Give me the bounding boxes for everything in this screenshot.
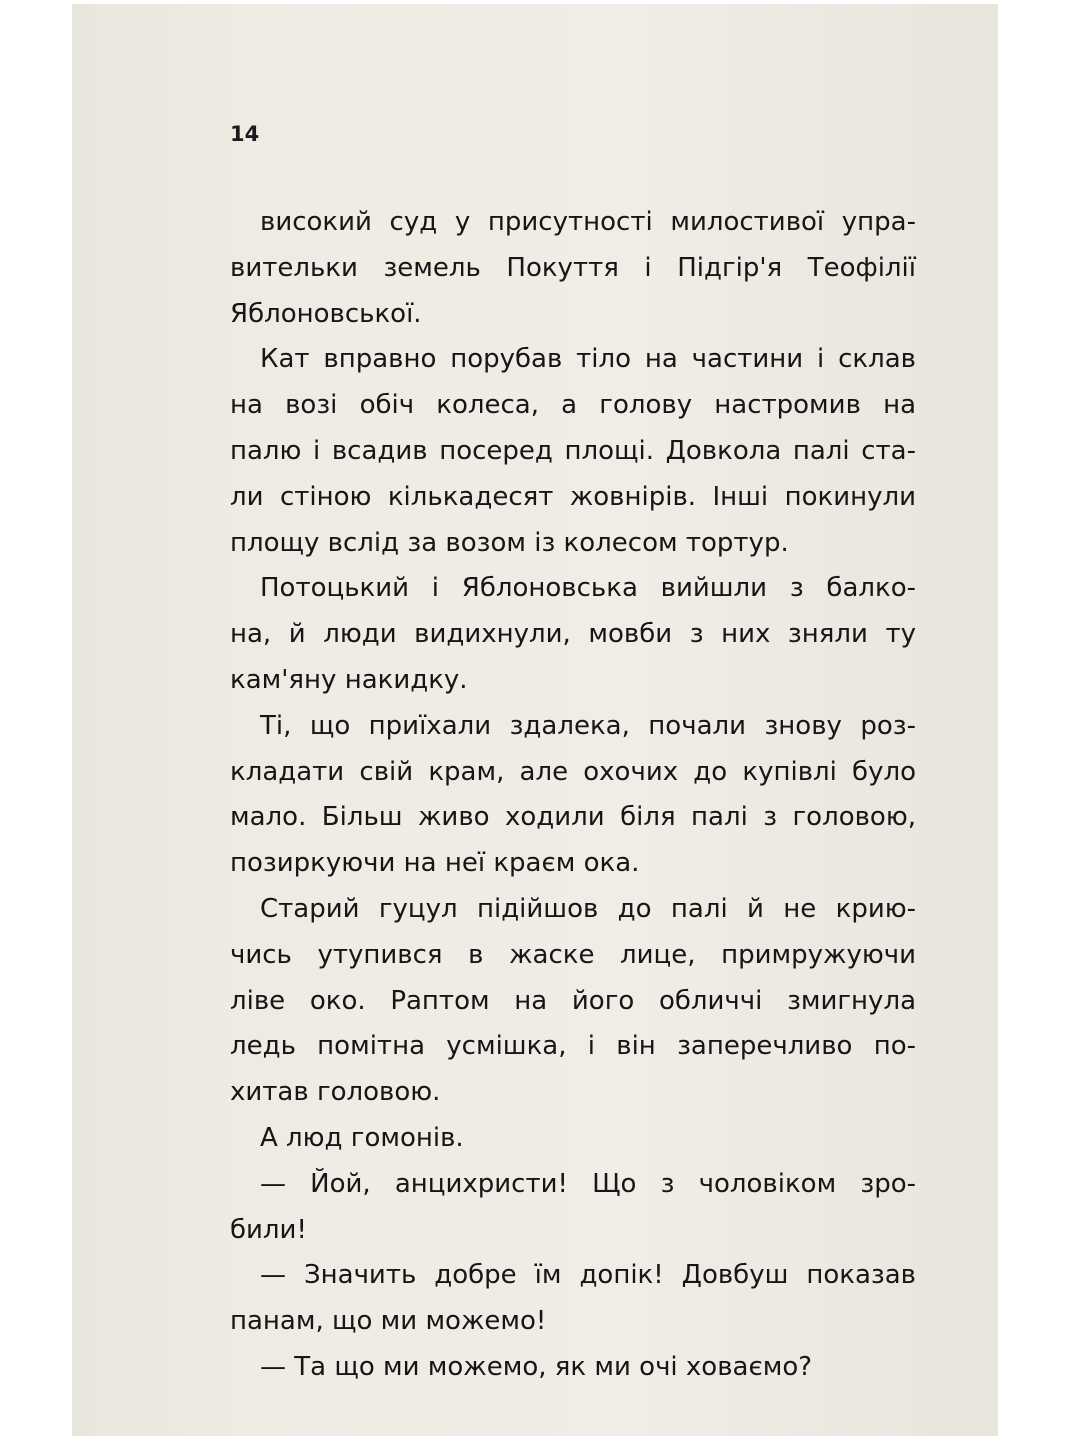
text-line: били! — [230, 1214, 307, 1245]
text-line: палю і всадив посеред площі. Довкола палі ста- — [230, 435, 916, 466]
text-line: мало. Більш живо ходили біля палі з головою, — [230, 802, 916, 833]
text-line: на, й люди видихнули, мовби з них зняли ту — [230, 619, 916, 650]
text-line: чись утупився в жаске лице, примружуючи — [230, 939, 916, 970]
text-line: Яблоновської. — [230, 298, 422, 329]
text-line: хитав головою. — [230, 1077, 441, 1108]
body-text — [230, 200, 916, 1391]
text-line: — Йой, анцихристи! Що з чоловіком зро- — [260, 1168, 916, 1199]
text-line: позиркуючи на неї краєм ока. — [230, 848, 640, 879]
text-line: ли стіною кількадесят жовнірів. Інші покинули — [230, 481, 916, 512]
text-line: кам'яну накидку. — [230, 664, 468, 695]
text-line: Старий гуцул підійшов до палі й не крию- — [260, 893, 916, 924]
text-line: панам, що ми можемо! — [230, 1306, 547, 1337]
text-line: ледь помітна усмішка, і він заперечливо по- — [230, 1031, 916, 1062]
text-line: — Та що ми можемо, як ми очі ховаємо? — [260, 1351, 813, 1382]
text-line: Потоцький і Яблоновська вийшли з балко- — [260, 573, 916, 604]
text-line: ліве око. Раптом на його обличчі змигнула — [230, 985, 916, 1016]
text-line: Кат вправно порубав тіло на частини і склав — [260, 344, 916, 375]
text-line: — Значить добре їм допік! Довбуш показав — [260, 1260, 916, 1291]
text-line: Ті, що приїхали здалека, почали знову роз- — [260, 710, 916, 741]
text-line: на возі обіч колеса, а голову настромив на — [230, 390, 916, 421]
book-page — [72, 4, 998, 1436]
text-line: високий суд у присутності милостивої упра- — [260, 207, 916, 237]
text-line: вительки земель Покуття і Підгір'я Теофілії — [230, 252, 916, 283]
page-number: 14 — [230, 122, 260, 146]
text-line: А люд гомонів. — [260, 1122, 464, 1153]
text-line: кладати свій крам, але охочих до купівлі було — [230, 756, 916, 787]
text-line: площу вслід за возом із колесом тортур. — [230, 527, 789, 558]
